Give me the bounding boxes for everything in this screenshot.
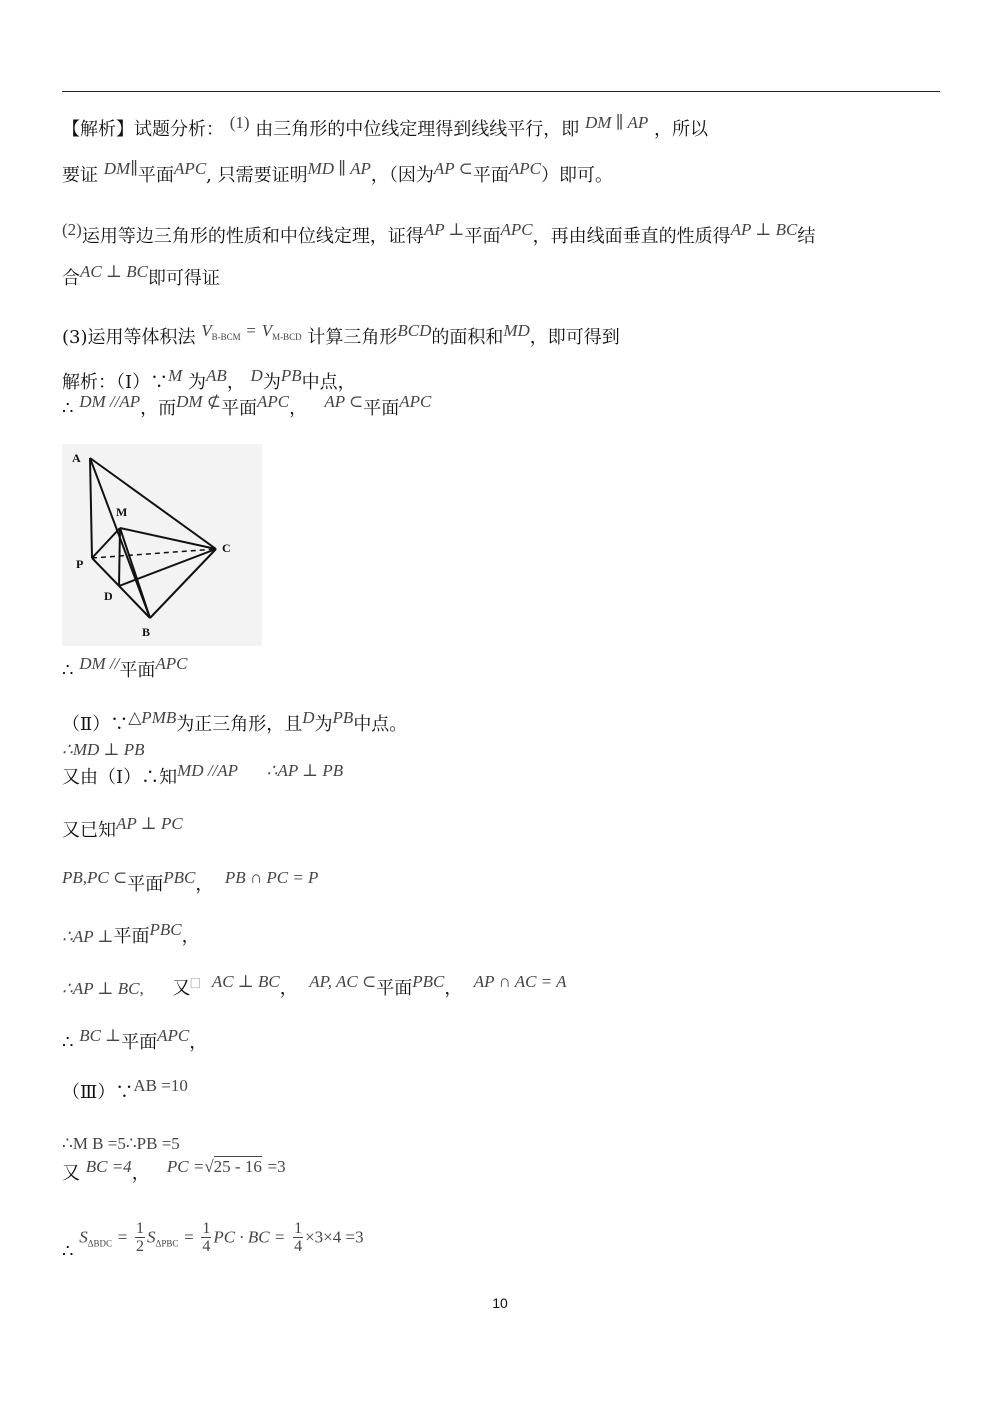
edge-PB <box>92 558 150 618</box>
label-A: A <box>72 451 81 465</box>
solution-line-9: ∴AP ⊥平面PBC， <box>62 920 200 947</box>
analysis-line-1: 【解析】试题分析： (1) 由三角形的中位线定理得到线线平行，即 DM ∥ AP ，所以 <box>62 113 709 140</box>
analysis-line-5: (3)运用等体积法 $V_{B-BCM} = V_{M-BCD}$ 计算三角形BCD的面积和MD，即可得到 <box>62 321 620 348</box>
solution-line-1: 解析：（Ⅰ）∵M 为AB， D为PB中点， <box>62 366 356 393</box>
fraction-quarter-2: $\frac{1}{4}$ <box>294 1220 303 1255</box>
fraction-quarter-1: $\frac{1}{4}$ <box>202 1220 211 1255</box>
edge-PM <box>92 528 120 558</box>
edge-MB <box>120 528 150 618</box>
label-P: P <box>76 557 84 571</box>
edge-AP <box>90 458 92 558</box>
solution-line-10: ∴AP ⊥ BC, 又⃞ AC ⊥ BC， AP, AC ⊂平面PBC， AP ∩ AC = A <box>62 972 567 999</box>
analysis-line-4: 合AC ⊥ BC即可得证 <box>62 262 220 289</box>
edge-MD <box>119 528 120 586</box>
edge-BC <box>150 549 216 618</box>
page-number: 10 <box>492 1295 508 1311</box>
solution-line-7: 又已知AP ⊥ PC <box>62 814 183 841</box>
solution-line-14: 又 BC =4， PC =√25 - 16 =3 <box>62 1157 286 1184</box>
header-rule <box>62 91 940 92</box>
solution-line-3: ∴ DM //平面APC <box>62 654 188 681</box>
label-B: B <box>142 625 151 639</box>
analysis-line-3: (2)运用等边三角形的性质和中位线定理，证得AP ⊥平面APC，再由线面垂直的性质得AP ⊥ BC结 <box>62 220 816 247</box>
solution-line-6: 又由（Ⅰ）∴知MD //AP ∴AP ⊥ PB <box>62 761 344 788</box>
tetrahedron-diagram <box>62 444 262 646</box>
solution-line-2: ∴ DM //AP，而DM ⊄平面APC， AP ⊂平面APC <box>62 392 432 419</box>
label-C: C <box>222 541 231 555</box>
solution-line-8: PB,PC ⊂平面PBC， PB ∩ PC = P <box>62 868 319 895</box>
solution-line-5: ∴MD ⊥ PB <box>62 740 145 759</box>
geometry-figure <box>62 444 262 646</box>
analysis-line-2: 要证 DM∥平面APC, 只需要证明MD ∥ AP，（因为AP ⊂平面APC）即可。 <box>62 159 613 186</box>
analysis-label: 【解析】试题分析： <box>62 119 224 140</box>
label-D: D <box>104 589 113 603</box>
solution-line-4: （Ⅱ）∵△PMB为正三角形，且D为PB中点。 <box>62 708 408 735</box>
fraction-half: $\frac{1}{2}$ <box>136 1220 145 1255</box>
solution-line-15: ∴ $S_{\Delta BDC}$ = $\frac{1}{2}$ $S_{\Delta PBC}$ = $\frac{1}{4}$ PC · BC = $\frac{1}{4}$ ×3×4 =3 <box>62 1220 364 1262</box>
solution-line-13: ∴M B =5∴PB =5 <box>62 1134 180 1153</box>
label-M: M <box>116 505 128 519</box>
solution-line-12: （Ⅲ）∵AB =10 <box>62 1076 188 1103</box>
solution-line-11: ∴ BC ⊥平面APC， <box>62 1026 208 1053</box>
